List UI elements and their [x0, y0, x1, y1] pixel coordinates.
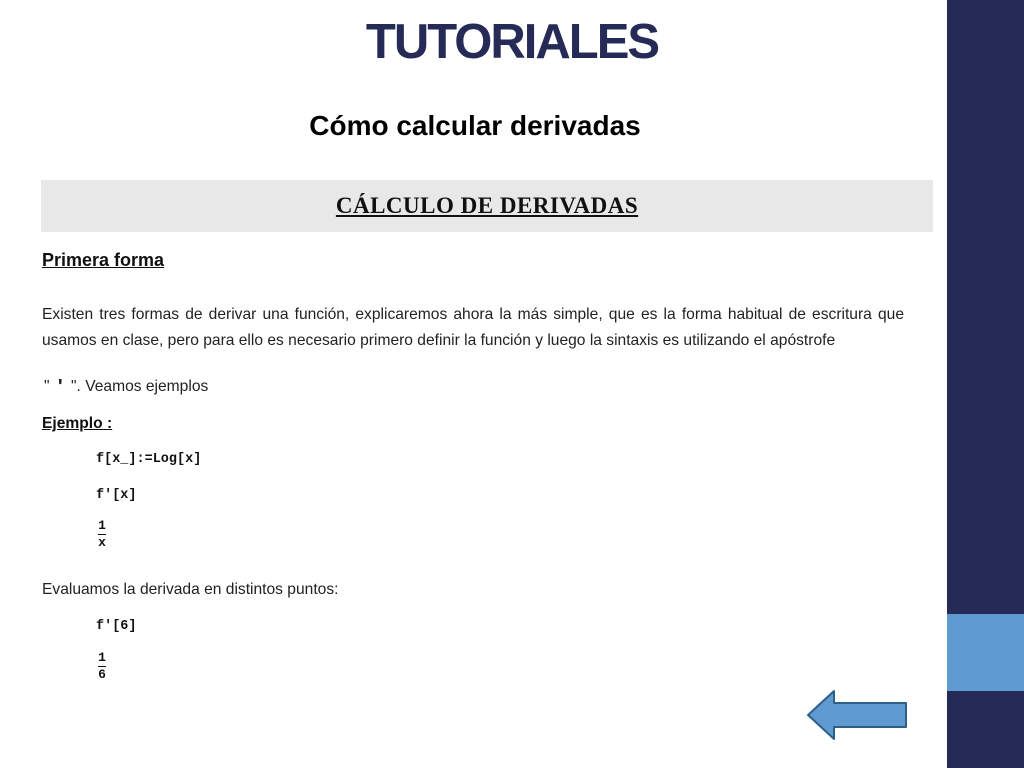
evaluation-text: Evaluamos la derivada en distintos puntos: — [42, 581, 339, 598]
code-define-function: f[x_]:=Log[x] — [96, 452, 202, 467]
back-button[interactable] — [806, 689, 908, 741]
fraction-denominator: 6 — [98, 667, 106, 682]
slide-subtitle: Cómo calcular derivadas — [309, 110, 641, 141]
left-arrow-icon — [806, 689, 908, 741]
fraction-denominator: x — [98, 535, 106, 550]
section-heading: Primera forma — [42, 250, 165, 270]
sidebar-accent-block — [947, 614, 1024, 691]
tail-close-text: ". Veamos ejemplos — [71, 378, 209, 395]
fraction-numerator: 1 — [98, 518, 106, 533]
document-banner-title: CÁLCULO DE DERIVADAS — [335, 193, 639, 218]
fraction-numerator: 1 — [98, 650, 106, 665]
result-fraction-1 — [96, 520, 108, 549]
apostrophe-symbol: ' — [57, 376, 63, 398]
example-heading: Ejemplo : — [42, 415, 113, 432]
slide-title: TUTORIALES — [365, 15, 659, 69]
body-paragraph-tail — [44, 376, 208, 399]
code-evaluate: f'[6] — [96, 619, 137, 634]
tail-open-quote: " — [44, 378, 50, 395]
code-derivative: f'[x] — [96, 488, 137, 503]
document-banner — [41, 180, 933, 232]
body-paragraph: Existen tres formas de derivar una función, explicaremos ahora la más simple, que es la forma habitual de escritura que usamos en clase, pero para ello es necesario primero definir la función y luego la sintaxis es utilizando el apóstrofe — [42, 306, 904, 349]
result-fraction-2 — [96, 652, 108, 681]
